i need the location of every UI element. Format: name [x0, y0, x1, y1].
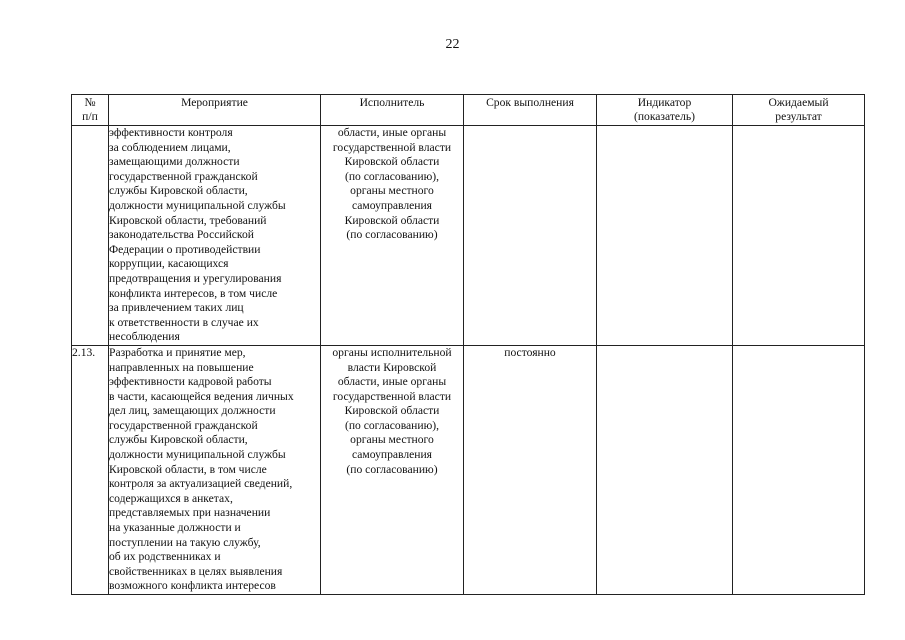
executor-line: области, иные органы: [337, 375, 447, 389]
event-line: за соблюдением лицами,: [109, 140, 231, 154]
event-line: за привлечением таких лиц: [109, 301, 244, 315]
header-indicator-line1: Индикатор: [637, 96, 692, 109]
measures-table: [71, 94, 865, 595]
event-line: дел лиц, замещающих должности: [109, 404, 276, 418]
event-line: в части, касающейся ведения личных: [109, 389, 294, 403]
header-indicator-line2: (показатель): [633, 110, 696, 123]
event-line: государственной гражданской: [109, 418, 258, 432]
executor-line: Кировской области: [344, 404, 440, 418]
indicator-cell: [597, 345, 733, 594]
event-line: поступлении на такую службу,: [109, 535, 261, 549]
header-event-label: Мероприятие: [181, 96, 248, 109]
table-header-row: [72, 95, 865, 126]
executor-line: области, иные органы: [337, 126, 447, 139]
executor-cell: [321, 345, 464, 594]
event-cell: [109, 126, 321, 346]
header-result: [733, 95, 865, 126]
executor-line: государственной власти: [332, 140, 452, 154]
event-line: несоблюдения: [109, 330, 180, 344]
executor-line: Кировской области: [344, 155, 440, 169]
event-line: представляемых при назначении: [109, 506, 271, 520]
row-number: 2.13.: [72, 345, 109, 594]
event-line: контроля за актуализацией сведений,: [109, 477, 293, 491]
executor-line: самоуправления: [351, 448, 433, 462]
event-line: об их родственниках и: [109, 550, 221, 564]
event-line: к ответственности в случае их: [109, 315, 259, 329]
executor-cell: [321, 126, 464, 346]
result-cell: [733, 126, 865, 346]
table-row: [72, 345, 865, 594]
event-line: свойственниках в целях выявления: [109, 564, 283, 578]
term-cell: постоянно: [464, 345, 597, 594]
event-line: эффективности контроля: [109, 126, 233, 139]
executor-line: органы местного: [350, 433, 434, 447]
event-line: содержащихся в анкетах,: [109, 491, 233, 505]
event-line: должности муниципальной службы: [109, 198, 286, 212]
event-line: законодательства Российской: [109, 228, 254, 242]
executor-line: Кировской области: [344, 213, 440, 227]
event-line: эффективности кадровой работы: [109, 375, 272, 389]
result-cell: [733, 345, 865, 594]
event-cell: [109, 345, 321, 594]
event-line: Разработка и принятие мер,: [109, 345, 246, 359]
event-line: на указанные должности и: [109, 521, 241, 535]
term-cell: [464, 126, 597, 346]
executor-line: органы исполнительной: [332, 345, 452, 359]
event-line: конфликта интересов, в том числе: [109, 286, 278, 300]
event-line: Кировской области, требований: [109, 213, 267, 227]
header-result-line1: Ожидаемый: [768, 96, 829, 109]
table-row: [72, 126, 865, 346]
header-number-line2: п/п: [82, 110, 98, 123]
indicator-cell: [597, 126, 733, 346]
executor-line: (по согласованию): [346, 228, 438, 242]
event-line: должности муниципальной службы: [109, 448, 286, 462]
event-line: Кировской области, в том числе: [109, 462, 267, 476]
event-line: замещающими должности: [109, 155, 240, 169]
executor-line: власти Кировской: [347, 360, 437, 374]
header-indicator: [597, 95, 733, 126]
header-term-label: Срок выполнения: [486, 96, 574, 109]
executor-line: самоуправления: [351, 198, 433, 212]
header-number: [72, 95, 109, 126]
executor-line: (по согласованию),: [344, 418, 440, 432]
event-line: Федерации о противодействии: [109, 242, 261, 256]
event-line: службы Кировской области,: [109, 184, 248, 198]
header-event: [109, 95, 321, 126]
executor-line: государственной власти: [332, 389, 452, 403]
header-result-line2: результат: [775, 110, 822, 123]
event-line: предотвращения и урегулирования: [109, 271, 282, 285]
event-line: государственной гражданской: [109, 169, 258, 183]
executor-line: (по согласованию),: [344, 169, 440, 183]
event-line: направленных на повышение: [109, 360, 254, 374]
event-line: службы Кировской области,: [109, 433, 248, 447]
executor-line: органы местного: [350, 184, 434, 198]
executor-line: (по согласованию): [346, 462, 438, 476]
header-executor: [321, 95, 464, 126]
row-number: [72, 126, 109, 346]
event-line: возможного конфликта интересов: [109, 579, 276, 593]
header-term: [464, 95, 597, 126]
page-number: 22: [445, 37, 460, 52]
event-line: коррупции, касающихся: [109, 257, 229, 271]
header-number-line1: №: [84, 96, 96, 109]
header-executor-label: Исполнитель: [359, 96, 425, 109]
